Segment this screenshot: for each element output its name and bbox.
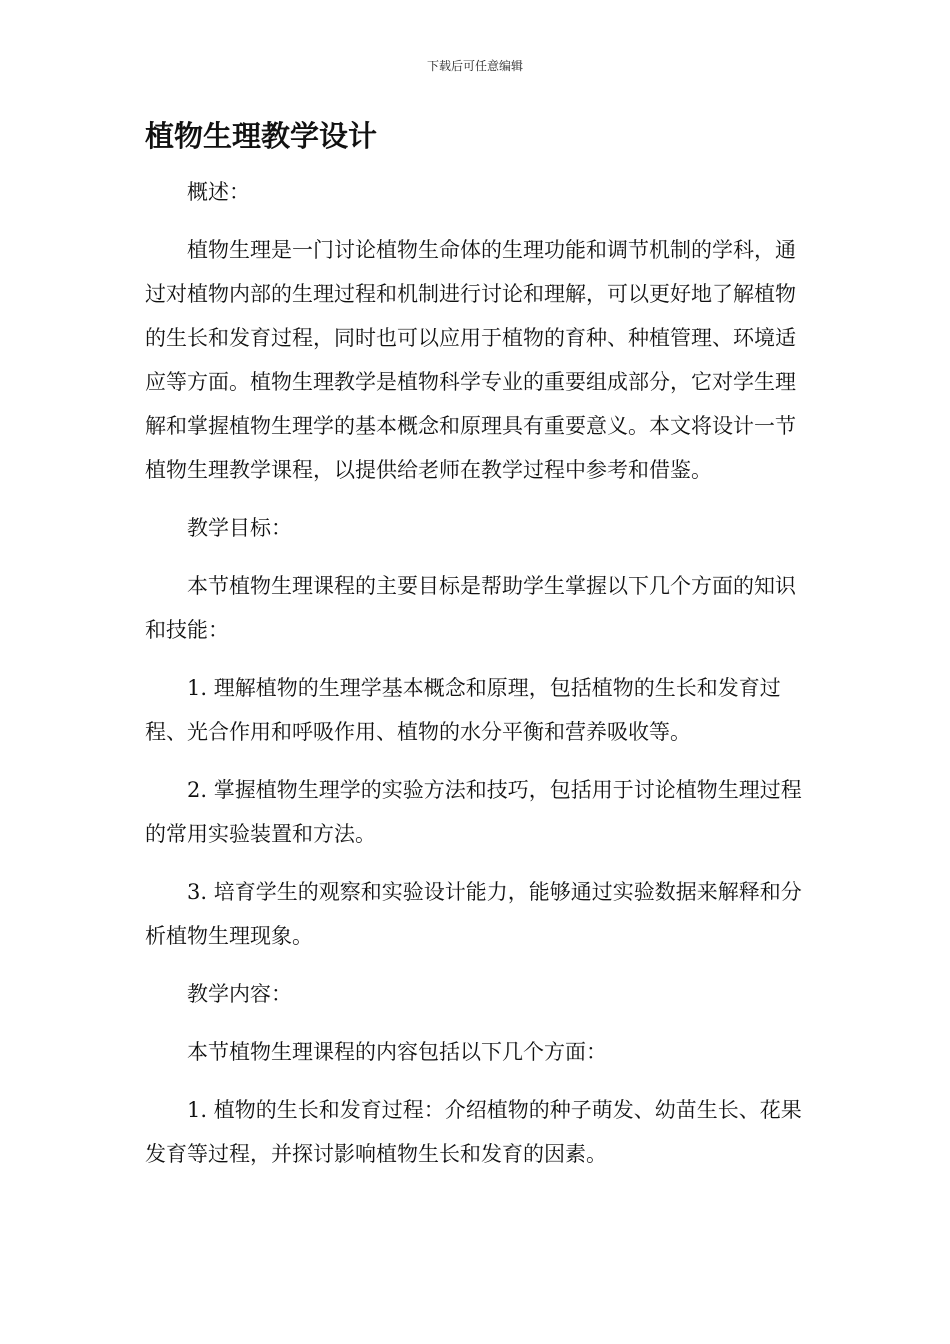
page-header-note: 下载后可任意编辑: [426, 59, 523, 73]
document-title: 植物生理教学设计: [145, 119, 378, 153]
goal-item-2: 2. 掌握植物生理学的实验方法和技巧，包括用于讨论植物生理过程的常用实验装置和方法。: [145, 778, 802, 846]
goals-intro: 本节植物生理课程的主要目标是帮助学生掌握以下几个方面的知识和技能：: [145, 574, 796, 642]
goal-item-3: 3. 培育学生的观察和实验设计能力，能够通过实验数据来解释和分析植物生理现象。: [145, 880, 802, 948]
content-intro: 本节植物生理课程的内容包括以下几个方面：: [187, 1040, 607, 1064]
goal-item-1: 1. 理解植物的生理学基本概念和原理，包括植物的生长和发育过程、光合作用和呼吸作用、植物的水分平衡和营养吸收等。: [145, 676, 781, 744]
goals-heading: 教学目标：: [187, 516, 292, 540]
overview-paragraph: 植物生理是一门讨论植物生命体的生理功能和调节机制的学科，通过对植物内部的生理过程和机制进行讨论和理解，可以更好地了解植物的生长和发育过程，同时也可以应用于植物的育种、种植管理、环境适应等方面。植物生理教学是植物科学专业的重要组成部分，它对学生理解和掌握植物生理学的基本概念和原理具有重要意义。本文将设计一节植物生理教学课程，以提供给老师在教学过程中参考和借鉴。: [145, 238, 796, 482]
content-heading: 教学内容：: [187, 982, 292, 1006]
content-item-1: 1. 植物的生长和发育过程：介绍植物的种子萌发、幼苗生长、花果发育等过程，并探讨影响植物生长和发育的因素。: [145, 1098, 802, 1166]
document-body: [145, 170, 805, 1190]
overview-heading: 概述：: [187, 180, 250, 204]
